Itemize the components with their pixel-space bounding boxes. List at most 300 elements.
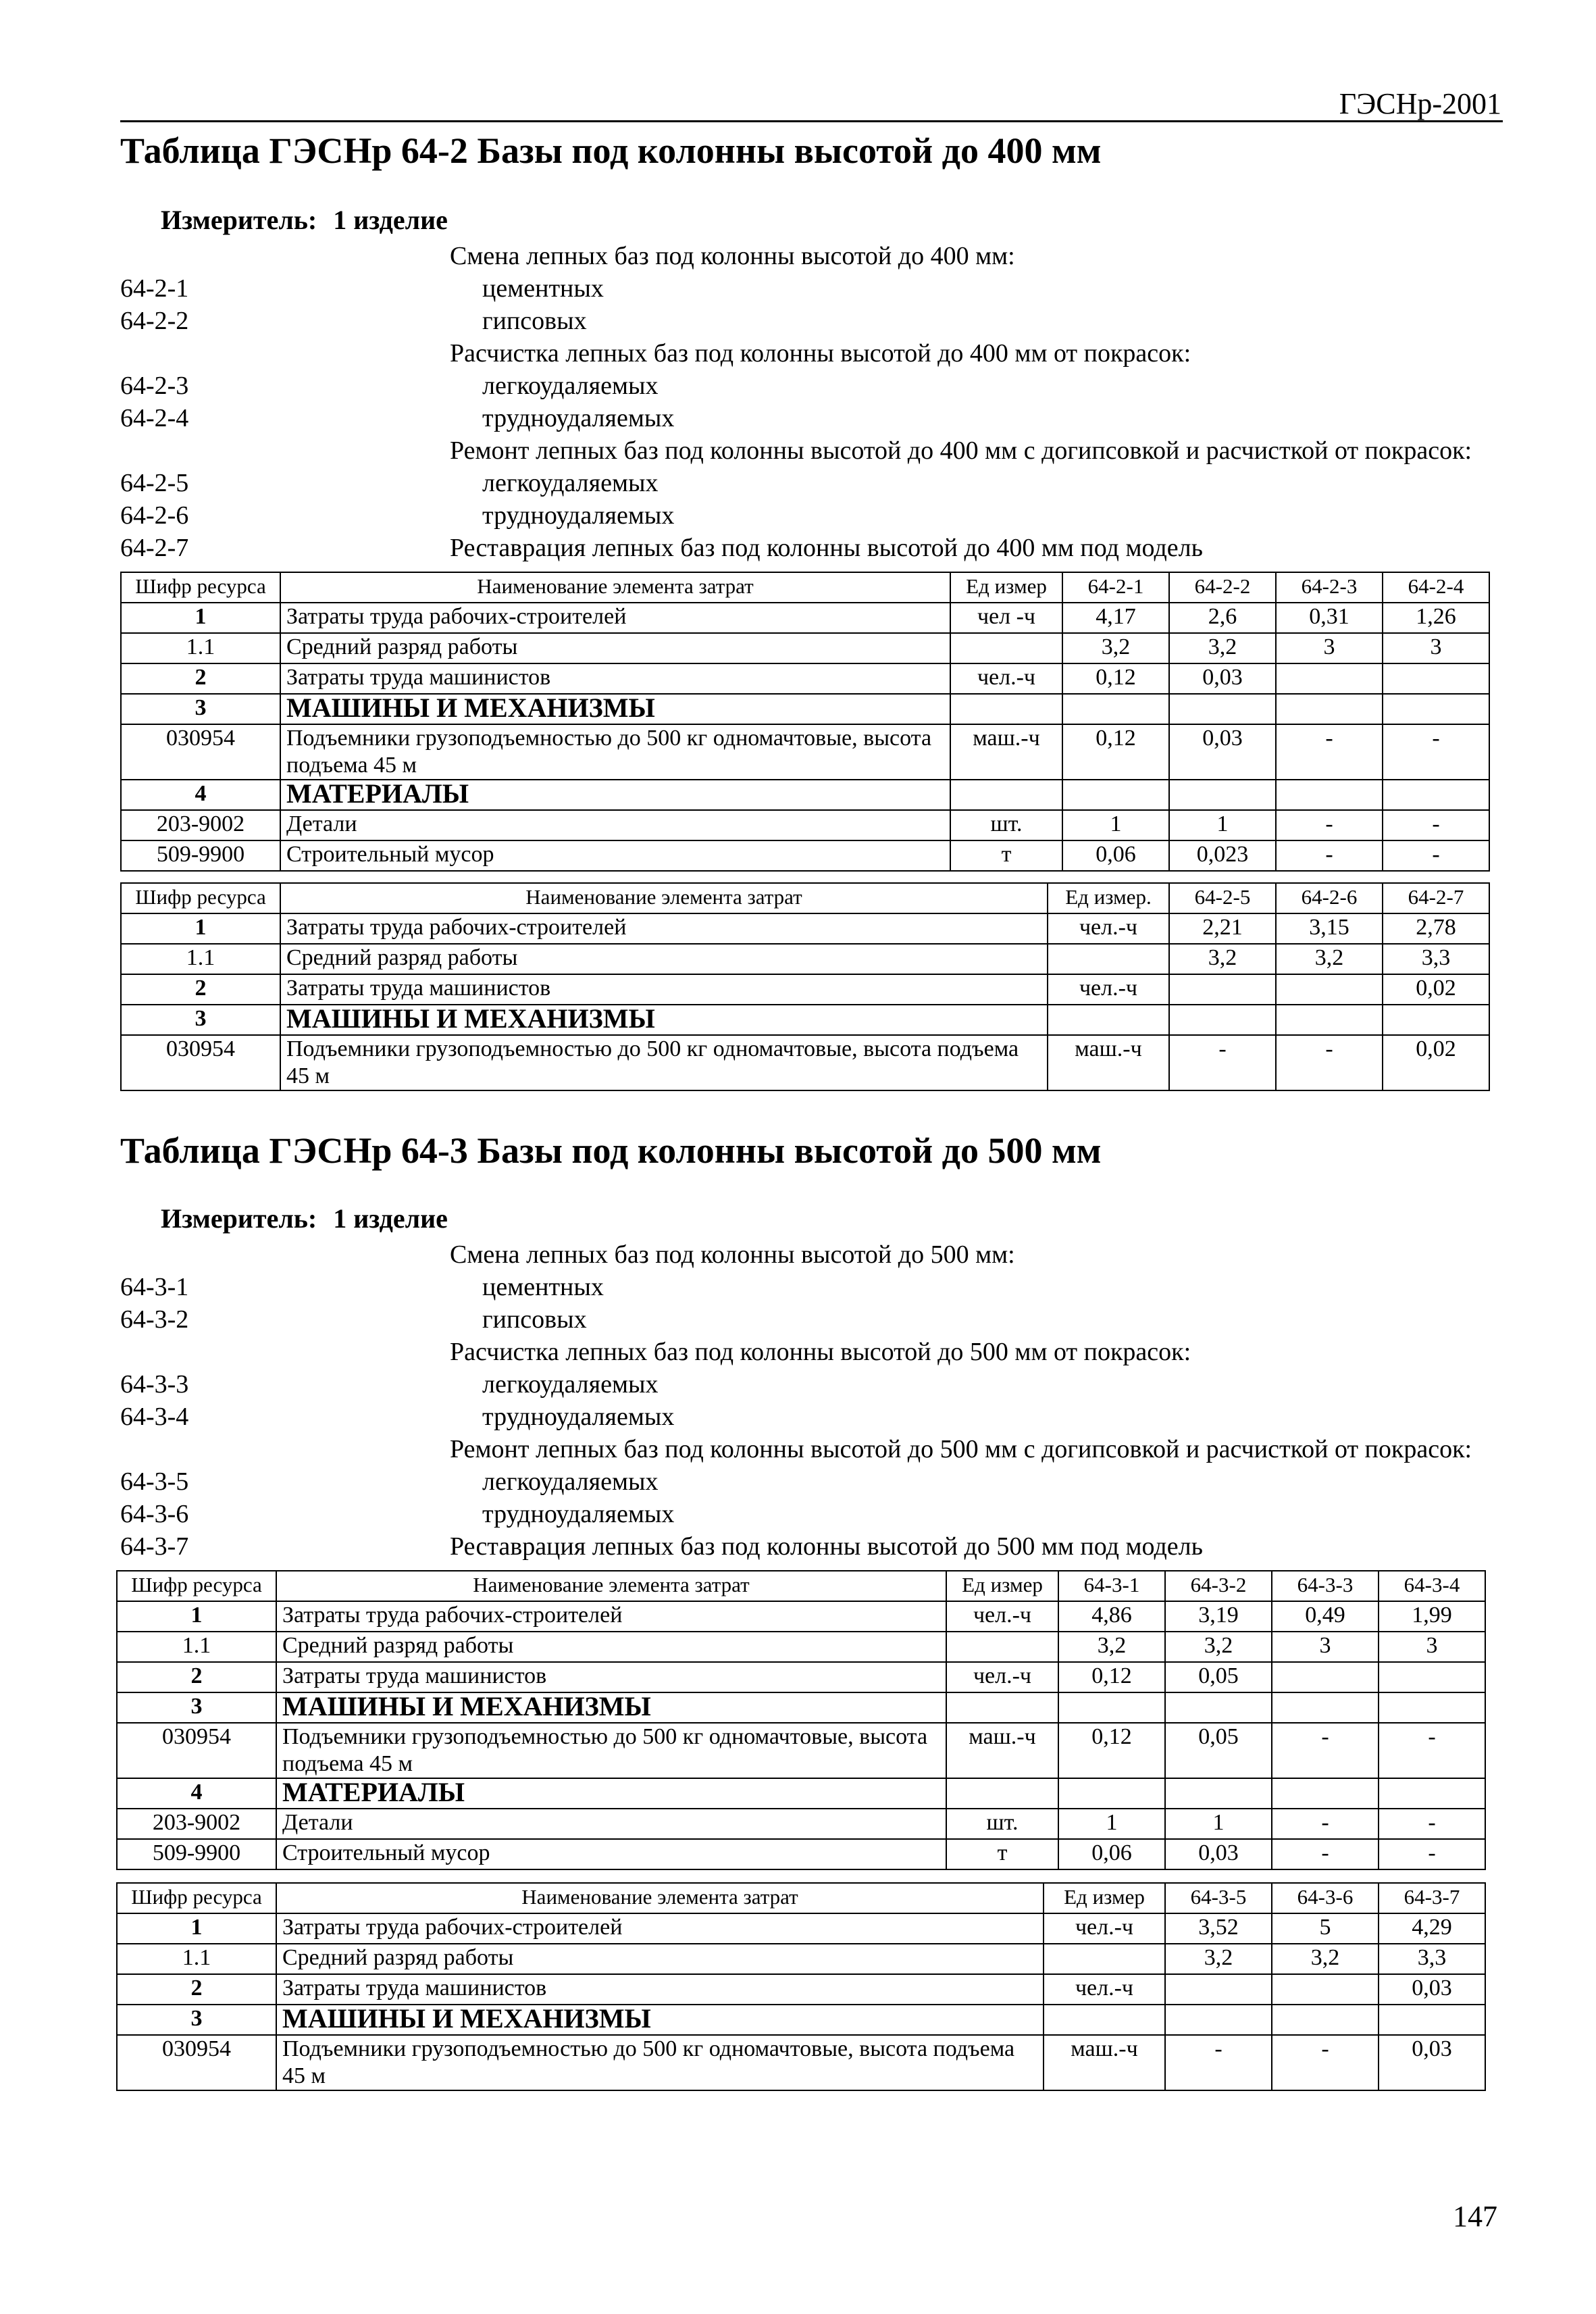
value-cell <box>1379 1778 1485 1809</box>
value-cell: 4,29 <box>1379 1913 1485 1944</box>
value-cell: 0,03 <box>1169 663 1276 694</box>
value-cell: 3,2 <box>1169 633 1276 663</box>
value-cell: - <box>1276 840 1383 871</box>
value-cell: 0,03 <box>1379 2035 1485 2090</box>
work-description: Реставрация лепных баз под колонны высотой до 400 мм под модель <box>450 534 1203 562</box>
value-cell: 0,12 <box>1062 724 1169 780</box>
table-row <box>121 1035 1489 1090</box>
cost-element-cell: МАШИНЫ И МЕХАНИЗМЫ <box>280 1005 1048 1035</box>
table-row <box>121 724 1489 780</box>
work-code <box>120 1433 330 1465</box>
value-cell <box>1379 2005 1485 2035</box>
table-row <box>121 663 1489 694</box>
value-cell: 1,26 <box>1383 603 1489 633</box>
unit-cell: чел.-ч <box>946 1601 1058 1632</box>
work-code-row <box>120 370 1512 402</box>
value-cell <box>1276 974 1383 1005</box>
value-cell: - <box>1272 1809 1379 1839</box>
table-row <box>121 974 1489 1005</box>
unit-cell <box>950 694 1062 724</box>
value-cell <box>1169 780 1276 810</box>
unit-cell: чел.-ч <box>1044 1913 1165 1944</box>
work-description: гипсовых <box>482 307 587 335</box>
value-cell: 0,03 <box>1165 1839 1272 1869</box>
unit-cell: т <box>950 840 1062 871</box>
work-code-row <box>120 1465 1512 1498</box>
value-cell <box>1169 694 1276 724</box>
cost-element-cell: Затраты труда машинистов <box>280 974 1048 1005</box>
unit-cell <box>946 1778 1058 1809</box>
column-header: 64-2-7 <box>1383 883 1489 913</box>
meter-line <box>161 1203 464 1234</box>
resource-code-cell: 1.1 <box>121 633 280 663</box>
work-code-row <box>120 1401 1512 1433</box>
value-cell: 0,12 <box>1058 1662 1165 1692</box>
table-row <box>117 1601 1485 1632</box>
value-cell: 1 <box>1165 1809 1272 1839</box>
table-row <box>117 1809 1485 1839</box>
work-code-row <box>120 240 1512 272</box>
work-description: Реставрация лепных баз под колонны высотой до 500 мм под модель <box>450 1532 1203 1561</box>
column-header: Наименование элемента затрат <box>280 572 950 603</box>
work-code <box>120 434 330 467</box>
work-code <box>120 1238 330 1271</box>
value-cell: 2,21 <box>1169 913 1276 944</box>
column-header: 64-3-2 <box>1165 1571 1272 1601</box>
work-description: легкоудаляемых <box>482 1370 659 1399</box>
work-code: 64-2-6 <box>120 501 189 530</box>
column-header: 64-2-6 <box>1276 883 1383 913</box>
value-cell <box>1276 663 1383 694</box>
unit-cell: маш.-ч <box>1048 1035 1169 1090</box>
unit-cell: маш.-ч <box>1044 2035 1165 2090</box>
value-cell: - <box>1383 810 1489 840</box>
work-code-row <box>120 337 1512 370</box>
work-code-row <box>120 467 1512 499</box>
value-cell <box>1383 663 1489 694</box>
value-cell: - <box>1165 2035 1272 2090</box>
value-cell: 5 <box>1272 1913 1379 1944</box>
unit-cell: т <box>946 1839 1058 1869</box>
column-header: 64-3-5 <box>1165 1883 1272 1913</box>
page-number: 147 <box>1453 2200 1497 2233</box>
column-header: Ед измер <box>946 1571 1058 1601</box>
value-cell: - <box>1276 724 1383 780</box>
column-header: 64-3-4 <box>1379 1571 1485 1601</box>
unit-cell: чел.-ч <box>946 1662 1058 1692</box>
value-cell <box>1276 780 1383 810</box>
value-cell: 0,06 <box>1062 840 1169 871</box>
table-row <box>117 2035 1485 2090</box>
value-cell: 0,06 <box>1058 1839 1165 1869</box>
value-cell <box>1272 1778 1379 1809</box>
value-cell <box>1165 1692 1272 1723</box>
meter-value: 1 изделие <box>333 1203 448 1234</box>
value-cell <box>1383 1005 1489 1035</box>
column-header: 64-3-7 <box>1379 1883 1485 1913</box>
value-cell <box>1276 1005 1383 1035</box>
column-header: Шифр ресурса <box>117 1571 276 1601</box>
meter-label: Измеритель: <box>161 205 317 235</box>
value-cell: 3,15 <box>1276 913 1383 944</box>
work-code: 64-3-6 <box>120 1500 189 1528</box>
header-row <box>121 572 1489 603</box>
value-cell: - <box>1169 1035 1276 1090</box>
column-header: 64-2-4 <box>1383 572 1489 603</box>
column-header: 64-3-3 <box>1272 1571 1379 1601</box>
resource-code-cell: 4 <box>117 1778 276 1809</box>
work-code: 64-2-3 <box>120 372 189 400</box>
unit-cell: чел.-ч <box>1048 974 1169 1005</box>
value-cell: 3,2 <box>1062 633 1169 663</box>
value-cell: - <box>1383 724 1489 780</box>
work-code: 64-3-4 <box>120 1403 189 1431</box>
work-code-row <box>120 1498 1512 1530</box>
cost-element-cell: Подъемники грузоподъемностью до 500 кг одномачтовые, высота подъема 45 м <box>280 1035 1048 1090</box>
value-cell: - <box>1379 1723 1485 1778</box>
cost-element-cell: Затраты труда рабочих-строителей <box>280 603 950 633</box>
value-cell: 3,3 <box>1383 944 1489 974</box>
value-cell: - <box>1379 1809 1485 1839</box>
work-description: трудноудаляемых <box>482 501 675 530</box>
table-row <box>121 913 1489 944</box>
resource-code-cell: 1.1 <box>121 944 280 974</box>
cost-element-cell: МАШИНЫ И МЕХАНИЗМЫ <box>276 1692 946 1723</box>
resource-code-cell: 1 <box>117 1601 276 1632</box>
value-cell <box>1169 974 1276 1005</box>
value-cell: 3 <box>1379 1632 1485 1662</box>
cost-element-cell: Затраты труда рабочих-строителей <box>276 1601 946 1632</box>
value-cell: 0,03 <box>1379 1974 1485 2005</box>
work-code-row <box>120 532 1512 564</box>
value-cell <box>1272 1662 1379 1692</box>
value-cell <box>1062 780 1169 810</box>
unit-cell: шт. <box>950 810 1062 840</box>
value-cell: 1,99 <box>1379 1601 1485 1632</box>
resource-code-cell: 3 <box>117 1692 276 1723</box>
column-header: Шифр ресурса <box>117 1883 276 1913</box>
resource-code-cell: 3 <box>121 1005 280 1035</box>
work-description: трудноудаляемых <box>482 1403 675 1431</box>
resource-code-cell: 3 <box>121 694 280 724</box>
unit-cell: чел.-ч <box>950 663 1062 694</box>
cost-element-cell: Затраты труда рабочих-строителей <box>280 913 1048 944</box>
cost-element-cell: Затраты труда машинистов <box>276 1662 946 1692</box>
cost-element-cell: МАШИНЫ И МЕХАНИЗМЫ <box>276 2005 1044 2035</box>
work-description: Ремонт лепных баз под колонны высотой до 500 мм с догипсовкой и расчисткой от покрасок: <box>450 1435 1472 1463</box>
value-cell <box>1383 780 1489 810</box>
resource-table <box>120 882 1490 1091</box>
value-cell: 0,02 <box>1383 1035 1489 1090</box>
resource-code-cell: 203-9002 <box>121 810 280 840</box>
resource-code-cell: 2 <box>117 1974 276 2005</box>
resource-code-cell: 509-9900 <box>121 840 280 871</box>
document-code: ГЭСНр-2001 <box>1339 87 1501 120</box>
value-cell: 1 <box>1062 810 1169 840</box>
value-cell <box>1272 1974 1379 2005</box>
unit-cell: маш.-ч <box>946 1723 1058 1778</box>
column-header: Ед измер <box>950 572 1062 603</box>
work-code-row <box>120 499 1512 532</box>
value-cell: 4,86 <box>1058 1601 1165 1632</box>
resource-code-cell: 030954 <box>121 1035 280 1090</box>
table-title: Таблица ГЭСНр 64-2 Базы под колонны высотой до 400 мм <box>120 130 1102 171</box>
resource-code-cell: 4 <box>121 780 280 810</box>
value-cell <box>1165 1974 1272 2005</box>
work-code-list <box>120 1238 1512 1563</box>
value-cell <box>1058 1692 1165 1723</box>
column-header: Шифр ресурса <box>121 883 280 913</box>
value-cell: 2,6 <box>1169 603 1276 633</box>
value-cell <box>1272 2005 1379 2035</box>
cost-element-cell: Средний разряд работы <box>280 633 950 663</box>
work-code: 64-2-2 <box>120 307 189 335</box>
value-cell: 0,12 <box>1058 1723 1165 1778</box>
work-description: Ремонт лепных баз под колонны высотой до 400 мм с догипсовкой и расчисткой от покрасок: <box>450 436 1472 465</box>
work-code: 64-3-2 <box>120 1305 189 1334</box>
work-code-row <box>120 1336 1512 1368</box>
value-cell: 0,12 <box>1062 663 1169 694</box>
work-code: 64-3-5 <box>120 1467 189 1496</box>
work-code: 64-3-3 <box>120 1370 189 1399</box>
value-cell <box>1165 2005 1272 2035</box>
resource-code-cell: 1 <box>117 1913 276 1944</box>
value-cell <box>1383 694 1489 724</box>
table-row <box>121 694 1489 724</box>
column-header: 64-3-6 <box>1272 1883 1379 1913</box>
value-cell: 3,2 <box>1169 944 1276 974</box>
cost-element-cell: Подъемники грузоподъемностью до 500 кг одномачтовые, высота подъема 45 м <box>276 2035 1044 2090</box>
table-row <box>121 944 1489 974</box>
column-header: Ед измер <box>1044 1883 1165 1913</box>
value-cell: - <box>1276 1035 1383 1090</box>
work-code <box>120 1336 330 1368</box>
column-header: Наименование элемента затрат <box>276 1883 1044 1913</box>
resource-code-cell: 030954 <box>117 2035 276 2090</box>
value-cell: 3,2 <box>1058 1632 1165 1662</box>
resource-code-cell: 2 <box>117 1662 276 1692</box>
table-row <box>121 840 1489 871</box>
table-row <box>121 603 1489 633</box>
resource-code-cell: 3 <box>117 2005 276 2035</box>
value-cell: 3 <box>1276 633 1383 663</box>
table-row <box>117 1974 1485 2005</box>
value-cell: 0,05 <box>1165 1723 1272 1778</box>
meter-line <box>161 204 464 236</box>
work-code: 64-2-1 <box>120 274 189 303</box>
value-cell <box>1058 1778 1165 1809</box>
value-cell: 0,03 <box>1169 724 1276 780</box>
work-code-row <box>120 434 1512 467</box>
work-code-row <box>120 1368 1512 1401</box>
value-cell: 0,31 <box>1276 603 1383 633</box>
work-code-row <box>120 1530 1512 1563</box>
resource-code-cell: 030954 <box>121 724 280 780</box>
resource-code-cell: 509-9900 <box>117 1839 276 1869</box>
work-description: трудноудаляемых <box>482 404 675 432</box>
table-row <box>121 633 1489 663</box>
resource-code-cell: 1.1 <box>117 1944 276 1974</box>
cost-element-cell: Подъемники грузоподъемностью до 500 кг одномачтовые, высота подъема 45 м <box>276 1723 946 1778</box>
work-description: Расчистка лепных баз под колонны высотой до 500 мм от покрасок: <box>450 1338 1191 1366</box>
unit-cell <box>1048 1005 1169 1035</box>
column-header: Ед измер. <box>1048 883 1169 913</box>
unit-cell <box>946 1632 1058 1662</box>
value-cell: 3,19 <box>1165 1601 1272 1632</box>
value-cell: 3 <box>1272 1632 1379 1662</box>
column-header: 64-2-1 <box>1062 572 1169 603</box>
value-cell: 2,78 <box>1383 913 1489 944</box>
cost-element-cell: Средний разряд работы <box>276 1944 1044 1974</box>
work-code <box>120 240 330 272</box>
value-cell: 3,2 <box>1272 1944 1379 1974</box>
value-cell: 3,2 <box>1165 1944 1272 1974</box>
work-description: Смена лепных баз под колонны высотой до 500 мм: <box>450 1240 1015 1269</box>
work-code: 64-3-1 <box>120 1273 189 1301</box>
value-cell: - <box>1272 2035 1379 2090</box>
header-rule <box>120 120 1503 122</box>
resource-code-cell: 1.1 <box>117 1632 276 1662</box>
cost-element-cell: Подъемники грузоподъемностью до 500 кг одномачтовые, высота подъема 45 м <box>280 724 950 780</box>
unit-cell: чел.-ч <box>1044 1974 1165 2005</box>
work-code <box>120 337 330 370</box>
column-header: 64-3-1 <box>1058 1571 1165 1601</box>
value-cell: 3,2 <box>1276 944 1383 974</box>
value-cell: - <box>1276 810 1383 840</box>
unit-cell <box>946 1692 1058 1723</box>
value-cell: 0,49 <box>1272 1601 1379 1632</box>
value-cell <box>1272 1692 1379 1723</box>
column-header: Наименование элемента затрат <box>280 883 1048 913</box>
table-row <box>121 1005 1489 1035</box>
meter-label: Измеритель: <box>161 1203 317 1234</box>
work-description: Расчистка лепных баз под колонны высотой до 400 мм от покрасок: <box>450 339 1191 368</box>
resource-code-cell: 1 <box>121 603 280 633</box>
unit-cell: чел -ч <box>950 603 1062 633</box>
value-cell: 1 <box>1058 1809 1165 1839</box>
table-row <box>117 2005 1485 2035</box>
work-code-row <box>120 1433 1512 1465</box>
table-row <box>117 1944 1485 1974</box>
resource-code-cell: 2 <box>121 663 280 694</box>
cost-element-cell: Строительный мусор <box>276 1839 946 1869</box>
column-header: Наименование элемента затрат <box>276 1571 946 1601</box>
value-cell <box>1379 1692 1485 1723</box>
cost-element-cell: Строительный мусор <box>280 840 950 871</box>
unit-cell <box>950 780 1062 810</box>
table-row <box>121 810 1489 840</box>
value-cell: - <box>1379 1839 1485 1869</box>
header-row <box>121 883 1489 913</box>
cost-element-cell: Детали <box>276 1809 946 1839</box>
work-code-row <box>120 1303 1512 1336</box>
work-description: легкоудаляемых <box>482 469 659 497</box>
value-cell: 4,17 <box>1062 603 1169 633</box>
meter-value: 1 изделие <box>333 205 448 235</box>
table-row <box>117 1839 1485 1869</box>
work-code-row <box>120 272 1512 305</box>
cost-element-cell: Средний разряд работы <box>280 944 1048 974</box>
resource-code-cell: 203-9002 <box>117 1809 276 1839</box>
unit-cell: чел.-ч <box>1048 913 1169 944</box>
unit-cell: маш.-ч <box>950 724 1062 780</box>
resource-code-cell: 030954 <box>117 1723 276 1778</box>
unit-cell: шт. <box>946 1809 1058 1839</box>
table-row <box>117 1692 1485 1723</box>
table-row <box>117 1662 1485 1692</box>
table-row <box>117 1632 1485 1662</box>
table-title: Таблица ГЭСНр 64-3 Базы под колонны высотой до 500 мм <box>120 1130 1102 1171</box>
value-cell: 3 <box>1383 633 1489 663</box>
unit-cell <box>950 633 1062 663</box>
cost-element-cell: МАТЕРИАЛЫ <box>280 780 950 810</box>
value-cell <box>1165 1778 1272 1809</box>
unit-cell <box>1044 1944 1165 1974</box>
table-row <box>121 780 1489 810</box>
work-description: гипсовых <box>482 1305 587 1334</box>
work-description: цементных <box>482 274 604 303</box>
value-cell <box>1276 694 1383 724</box>
cost-element-cell: Детали <box>280 810 950 840</box>
resource-table <box>120 572 1490 872</box>
value-cell: - <box>1272 1839 1379 1869</box>
cost-element-cell: Затраты труда машинистов <box>280 663 950 694</box>
resource-code-cell: 1 <box>121 913 280 944</box>
table-row <box>117 1778 1485 1809</box>
work-code: 64-2-4 <box>120 404 189 432</box>
column-header: 64-2-3 <box>1276 572 1383 603</box>
resource-code-cell: 2 <box>121 974 280 1005</box>
cost-element-cell: Затраты труда рабочих-строителей <box>276 1913 1044 1944</box>
header-row <box>117 1571 1485 1601</box>
unit-cell <box>1044 2005 1165 2035</box>
column-header: 64-2-2 <box>1169 572 1276 603</box>
column-header: Шифр ресурса <box>121 572 280 603</box>
value-cell: 0,05 <box>1165 1662 1272 1692</box>
work-code-row <box>120 1271 1512 1303</box>
work-description: Смена лепных баз под колонны высотой до 400 мм: <box>450 242 1015 270</box>
cost-element-cell: Затраты труда машинистов <box>276 1974 1044 2005</box>
work-description: цементных <box>482 1273 604 1301</box>
value-cell: 3,2 <box>1165 1632 1272 1662</box>
work-description: трудноудаляемых <box>482 1500 675 1528</box>
cost-element-cell: МАШИНЫ И МЕХАНИЗМЫ <box>280 694 950 724</box>
value-cell <box>1062 694 1169 724</box>
work-code-list <box>120 240 1512 564</box>
cost-element-cell: Средний разряд работы <box>276 1632 946 1662</box>
table-row <box>117 1723 1485 1778</box>
work-code-row <box>120 305 1512 337</box>
resource-table <box>116 1882 1486 2091</box>
value-cell: 1 <box>1169 810 1276 840</box>
unit-cell <box>1048 944 1169 974</box>
cost-element-cell: МАТЕРИАЛЫ <box>276 1778 946 1809</box>
value-cell: 0,023 <box>1169 840 1276 871</box>
value-cell: 3,52 <box>1165 1913 1272 1944</box>
work-code: 64-2-5 <box>120 469 189 497</box>
value-cell <box>1169 1005 1276 1035</box>
value-cell: 3,3 <box>1379 1944 1485 1974</box>
header-row <box>117 1883 1485 1913</box>
value-cell: - <box>1383 840 1489 871</box>
resource-table <box>116 1570 1486 1870</box>
table-row <box>117 1913 1485 1944</box>
work-code: 64-2-7 <box>120 534 189 562</box>
value-cell: - <box>1272 1723 1379 1778</box>
work-description: легкоудаляемых <box>482 1467 659 1496</box>
work-description: легкоудаляемых <box>482 372 659 400</box>
work-code: 64-3-7 <box>120 1532 189 1561</box>
